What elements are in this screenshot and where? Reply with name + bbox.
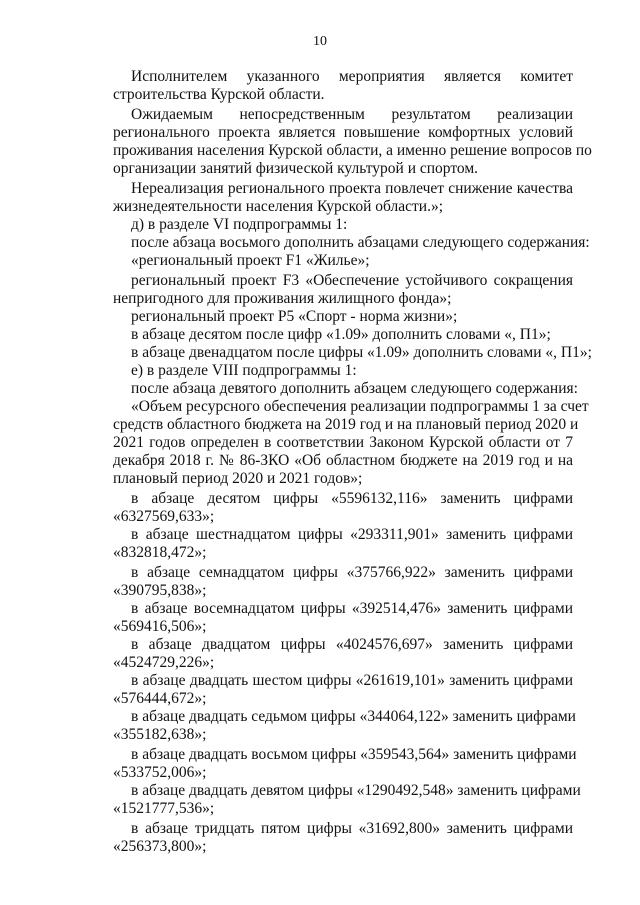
text-line: «533752,006»; [113,764,207,781]
text-line: е) в разделе VIII подпрограммы 1: [131,362,357,379]
text-line: в абзаце тридцать пятом цифры «31692,800» заменить цифрами [131,820,573,837]
text-line: регионального проекта является повышение комфортных условий [113,124,573,141]
text-line: региональный проект P5 «Спорт - норма жизни»; [131,308,458,325]
text-line: в абзаце десятом цифры «5596132,116» заменить цифрами [131,490,573,507]
text-line: в абзаце двадцатом цифры «4024576,697» заменить цифрами [131,636,573,653]
page-number: 10 [313,34,327,49]
text-line: региональный проект F3 «Обеспечение устойчивого сокращения [131,272,573,289]
text-line: в абзаце восемнадцатом цифры «392514,476» заменить цифрами [131,600,573,617]
text-line: «региональный проект F1 «Жилье»; [131,252,370,269]
text-line: в абзаце двадцать шестом цифры «261619,101» заменить цифрами [131,672,573,689]
text-line: «832818,472»; [113,544,207,561]
text-line: «6327569,633»; [113,508,215,525]
text-line: непригодного для проживания жилищного фонда»; [113,290,452,307]
text-line: после абзаца восьмого дополнить абзацами следующего содержания: [131,234,590,251]
text-line: в абзаце двенадцатом после цифры «1.09» дополнить словами «, П1»; [131,344,592,361]
text-line: д) в разделе VI подпрограммы 1: [131,216,348,233]
text-line: 2021 годов определен в соответствии Законом Курской области от 7 [113,434,573,451]
text-line: Нереализация регионального проекта повлечет снижение качества [131,180,573,197]
text-line: «1521777,536»; [113,800,215,817]
text-line: «Объем ресурсного обеспечения реализации подпрограммы 1 за счет [131,398,589,415]
text-line: средств областного бюджета на 2019 год и на плановый период 2020 и [113,416,579,433]
text-line: в абзаце двадцать восьмом цифры «359543,564» заменить цифрами [131,746,577,763]
text-line: организации занятий физической культурой и спортом. [113,160,479,177]
text-line: жизнедеятельности населения Курской области.»; [113,198,443,215]
text-line: «390795,838»; [113,582,207,599]
text-line: «256373,800»; [113,838,207,855]
text-line: плановый период 2020 и 2021 годов»; [113,470,363,487]
text-line: «569416,506»; [113,618,207,635]
text-line: строительства Курской области. [113,86,325,103]
text-line: «576444,672»; [113,690,207,707]
text-line: проживания населения Курской области, а именно решение вопросов по [113,142,592,159]
text-line: в абзаце двадцать девятом цифры «1290492,548» заменить цифрами [131,782,581,799]
text-line: в абзаце десятом после цифр «1.09» дополнить словами «, П1»; [131,326,551,343]
text-line: после абзаца девятого дополнить абзацем следующего содержания: [131,380,578,397]
text-line: Ожидаемым непосредственным результатом реализации [131,106,573,123]
text-line: в абзаце шестнадцатом цифры «293311,901» заменить цифрами [131,526,573,543]
text-line: в абзаце двадцать седьмом цифры «344064,122» заменить цифрами [131,708,576,725]
text-line: Исполнителем указанного мероприятия является комитет [131,68,573,85]
text-line: «4524729,226»; [113,654,215,671]
text-line: в абзаце семнадцатом цифры «375766,922» заменить цифрами [131,564,573,581]
text-line: «355182,638»; [113,726,207,743]
text-line: декабря 2018 г. № 86-ЗКО «Об областном бюджете на 2019 год и на [113,452,573,469]
